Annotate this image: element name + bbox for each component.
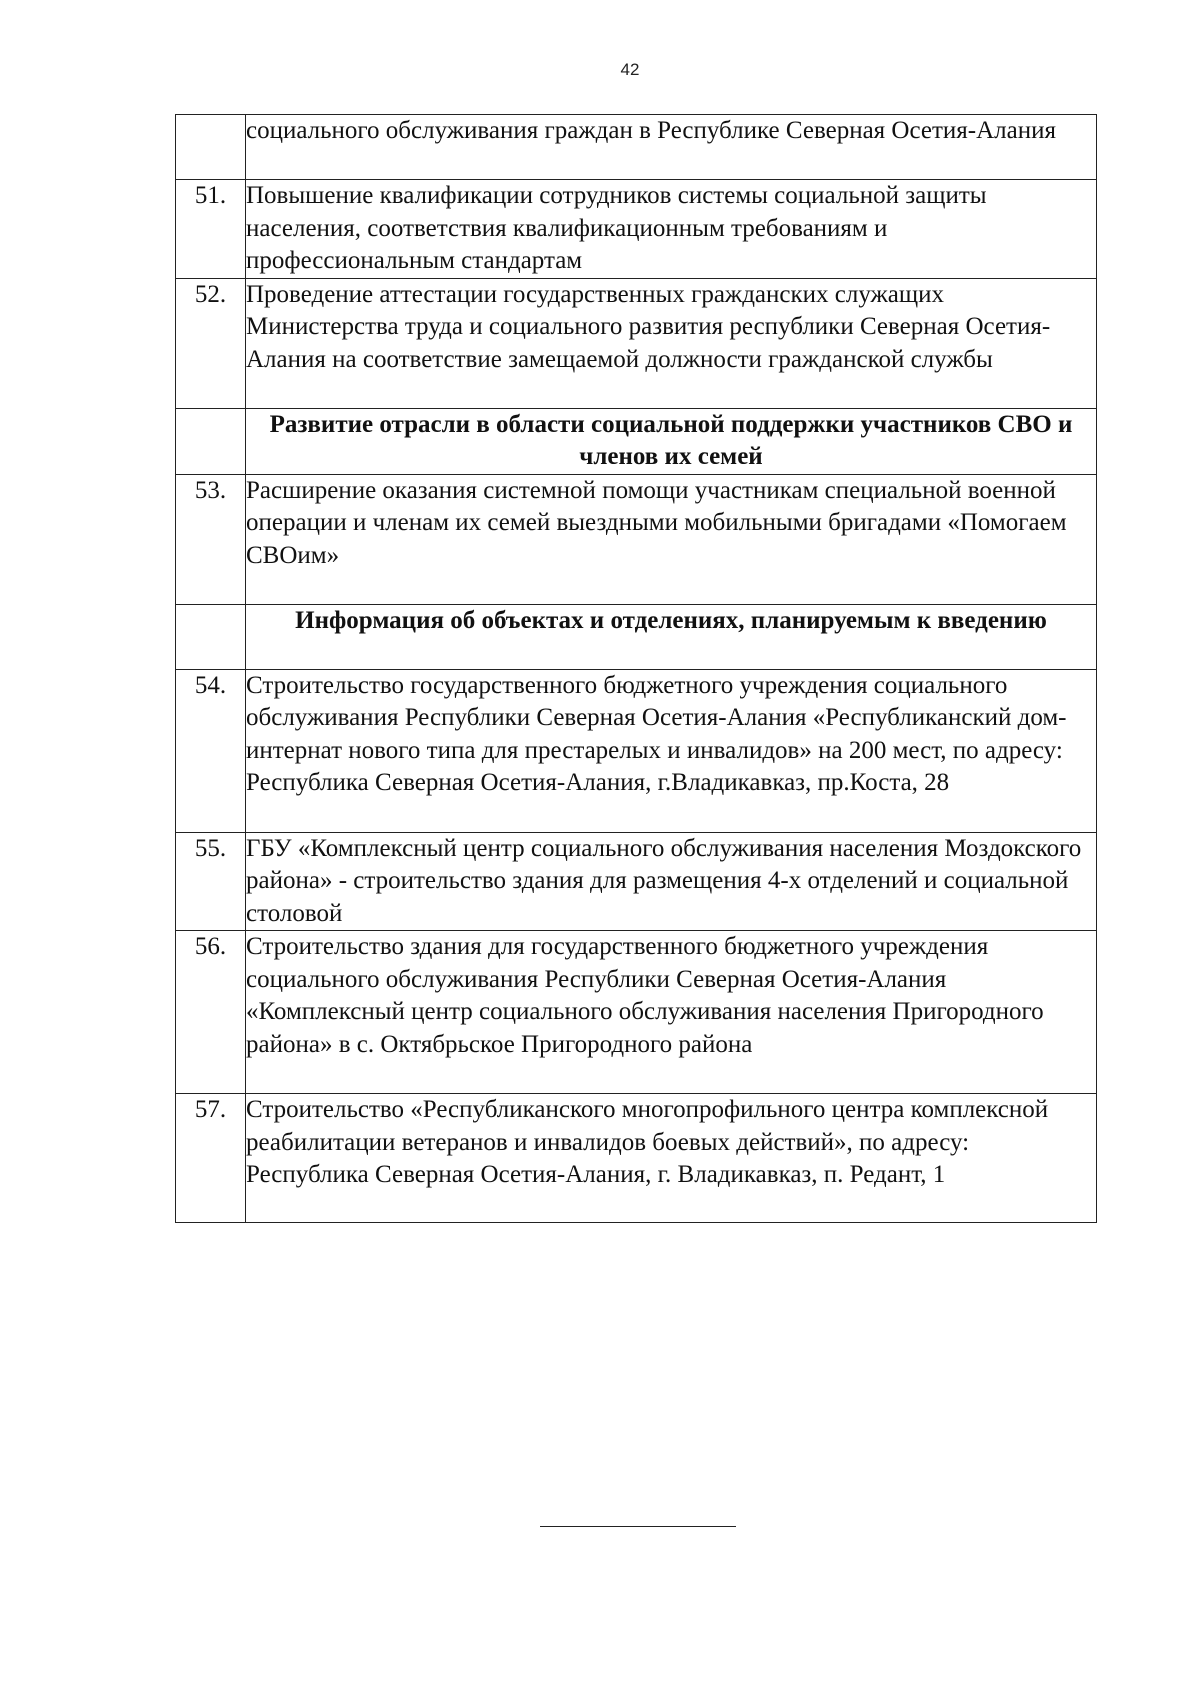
table-row bbox=[176, 832, 1097, 931]
section-header-row bbox=[176, 408, 1097, 474]
row-number bbox=[176, 115, 246, 180]
measures-table bbox=[175, 114, 1097, 1223]
row-number bbox=[176, 604, 246, 669]
row-number: 52. bbox=[176, 278, 246, 408]
row-text: Строительство «Республиканского многопрофильного центра комплексной реабилитации ветеранов и инвалидов боевых действий», по адресу: Республика Северная Осетия-Алания, г. Владикавказ, п. Редант, 1 bbox=[246, 1094, 1097, 1223]
table-row bbox=[176, 278, 1097, 408]
row-number: 57. bbox=[176, 1094, 246, 1223]
row-number: 55. bbox=[176, 832, 246, 931]
table-row bbox=[176, 931, 1097, 1094]
row-number bbox=[176, 408, 246, 474]
row-text: ГБУ «Комплексный центр социального обслуживания населения Моздокского района» - строительство здания для размещения 4-х отделений и социальной столовой bbox=[246, 832, 1097, 931]
table-row bbox=[176, 180, 1097, 279]
table-row bbox=[176, 474, 1097, 604]
row-number: 54. bbox=[176, 669, 246, 832]
row-text: Проведение аттестации государственных гражданских служащих Министерства труда и социального развития республики Северная Осетия-Алания на соответствие замещаемой должности гражданской службы bbox=[246, 278, 1097, 408]
row-number: 53. bbox=[176, 474, 246, 604]
table-row bbox=[176, 669, 1097, 832]
row-text: Строительство здания для государственного бюджетного учреждения социального обслуживания Республики Северная Осетия-Алания «Комплексный центр социального обслуживания населения Пригородного района» в с. Октябрьское Пригородного района bbox=[246, 931, 1097, 1094]
row-text: Строительство государственного бюджетного учреждения социального обслуживания Республики Северная Осетия-Алания «Республиканский дом-интернат нового типа для престарелых и инвалидов» на 200 мест, по адресу: Республика Северная Осетия-Алания, г.Владикавказ, пр.Коста, 28 bbox=[246, 669, 1097, 832]
section-header-row bbox=[176, 604, 1097, 669]
row-number: 56. bbox=[176, 931, 246, 1094]
table-row bbox=[176, 115, 1097, 180]
section-heading: Информация об объектах и отделениях, планируемым к введению bbox=[246, 604, 1097, 669]
section-heading: Развитие отрасли в области социальной поддержки участников СВО и членов их семей bbox=[246, 408, 1097, 474]
row-text: социального обслуживания граждан в Республике Северная Осетия-Алания bbox=[246, 115, 1097, 180]
row-number: 51. bbox=[176, 180, 246, 279]
row-text: Повышение квалификации сотрудников системы социальной защиты населения, соответствия квалификационным требованиям и профессиональным стандартам bbox=[246, 180, 1097, 279]
table-row bbox=[176, 1094, 1097, 1223]
page-number: 42 bbox=[620, 60, 640, 79]
end-divider bbox=[540, 1526, 736, 1527]
row-text: Расширение оказания системной помощи участникам специальной военной операции и членам их семей выездными мобильными бригадами «Помогаем СВОим» bbox=[246, 474, 1097, 604]
